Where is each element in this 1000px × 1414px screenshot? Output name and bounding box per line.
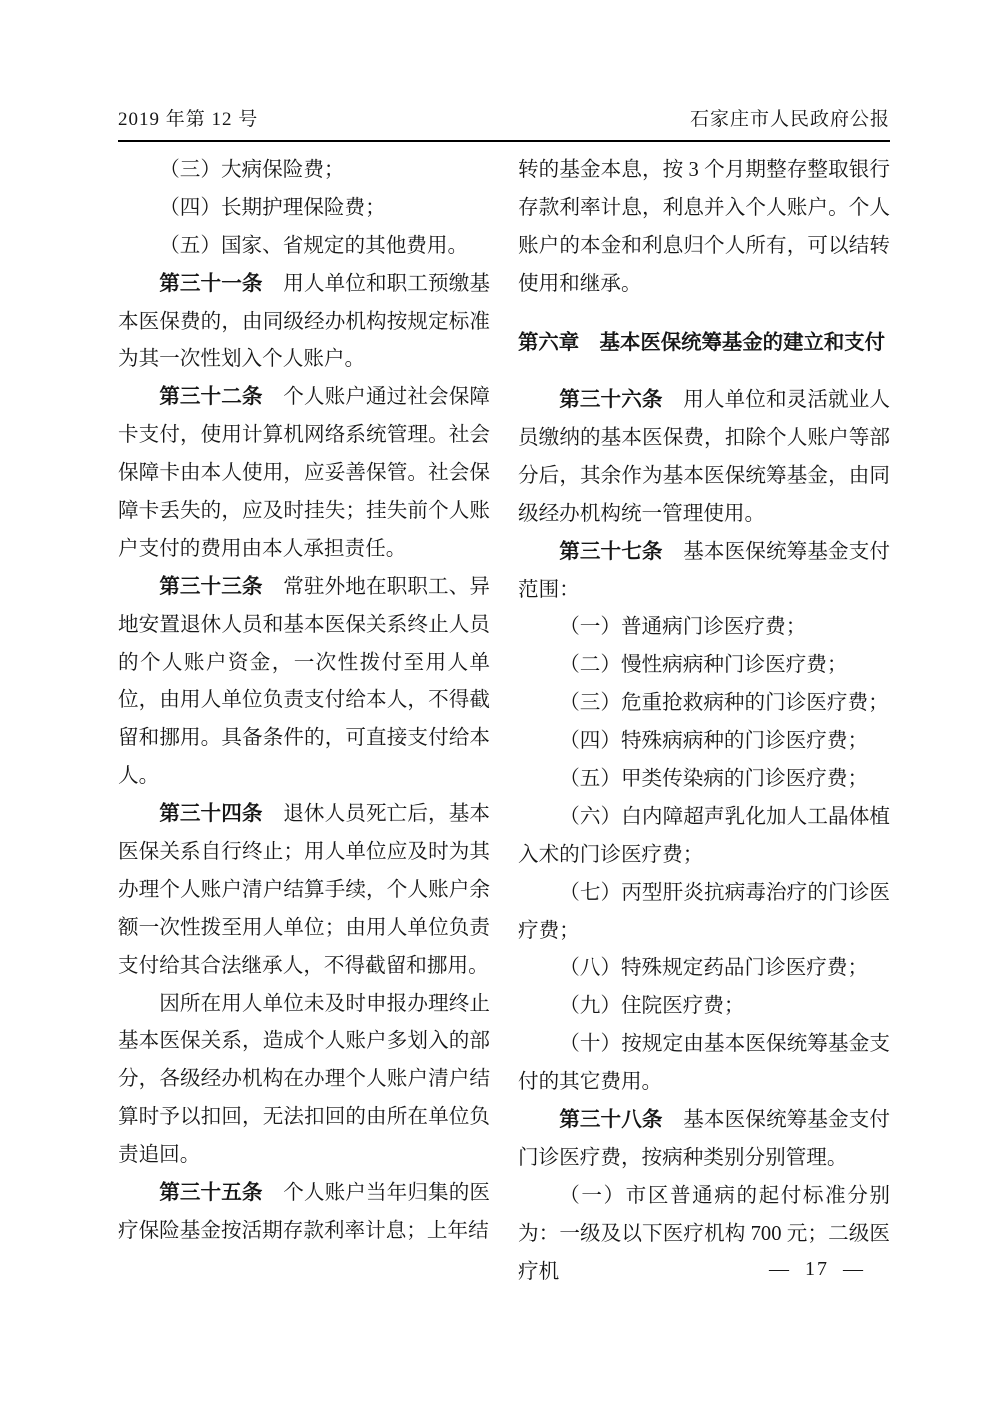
paragraph-text: （十）按规定由基本医保统筹基金支付的其它费用。: [518, 1033, 890, 1094]
article-number: 第三十三条: [159, 575, 263, 598]
paragraph-text: （九）住院医疗费；: [559, 995, 745, 1018]
paragraph-text: （八）特殊规定药品门诊医疗费；: [559, 957, 869, 980]
paragraph-text: （五）甲类传染病的门诊医疗费；: [559, 768, 869, 791]
paragraph-text: 第六章 基本医保统筹基金的建立和支付: [518, 331, 886, 354]
paragraph-text: 用人单位和灵活就业人员缴纳的基本医保费，扣除个人账户等部分后，其余作为基本医保统筹基金，由同级经办机构统一管理使用。: [518, 389, 890, 525]
paragraph-text: （七）丙型肝炎抗病毒治疗的门诊医疗费；: [518, 881, 890, 942]
list-item: [518, 761, 890, 799]
list-item: [118, 152, 490, 190]
article-number: 第三十四条: [159, 803, 263, 826]
paragraph-text: （一）市区普通病的起付标准分别为：一级及以下医疗机构 700 元；二级医疗机: [518, 1184, 890, 1283]
article-number: 第三十七条: [559, 540, 663, 563]
left-column: [118, 152, 490, 1291]
paragraph-text: 用人单位和职工预缴基本医保费的，由同级经办机构按规定标准为其一次性划入个人账户。: [118, 272, 490, 371]
list-item: [518, 988, 890, 1026]
article-paragraph: [118, 266, 490, 380]
paragraph-text: 个人账户通过社会保障卡支付，使用计算机网络系统管理。社会保障卡由本人使用，应妥善保管。社会保障卡丢失的，应及时挂失；挂失前个人账户支付的费用由本人承担责任。: [118, 386, 490, 560]
paragraph-text: 常驻外地在职职工、异地安置退休人员和基本医保关系终止人员的个人账户资金，一次性拨付至用人单位，由用人单位负责支付给本人，不得截留和挪用。具备条件的，可直接支付给本人。: [118, 575, 490, 788]
paragraph-text: 转的基金本息，按 3 个月期整存整取银行存款利率计息，利息并入个人账户。个人账户的本金和利息归个人所有，可以结转使用和继承。: [518, 159, 890, 295]
article-number: 第三十六条: [559, 389, 663, 412]
article-number: 第三十五条: [159, 1182, 263, 1205]
paragraph-text: 基本医保统筹基金支付范围：: [518, 540, 890, 601]
list-item: [518, 609, 890, 647]
paragraph-text: （四）长期护理保险费；: [159, 196, 386, 219]
list-item: [518, 685, 890, 723]
article-paragraph: [518, 1102, 890, 1178]
page-number: — 17 —: [769, 1258, 865, 1280]
paragraph-text: 个人账户当年归集的医疗保险基金按活期存款利率计息；上年结: [118, 1182, 490, 1242]
paragraph-text: （二）慢性病病种门诊医疗费；: [559, 654, 848, 677]
article-number: 第三十一条: [159, 272, 263, 295]
body-paragraph: [118, 986, 490, 1175]
list-item: [518, 1026, 890, 1102]
article-paragraph: [518, 382, 890, 534]
header-gazette-title: 石家庄市人民政府公报: [689, 109, 890, 130]
article-paragraph: [118, 379, 490, 568]
list-item: [518, 647, 890, 685]
paragraph-text: 基本医保统筹基金支付门诊医疗费，按病种类别分别管理。: [518, 1109, 890, 1169]
continuation-paragraph: [518, 152, 890, 304]
article-paragraph: [118, 1175, 490, 1251]
right-column: [518, 152, 890, 1291]
header-issue-label: 2019 年第 12 号: [118, 109, 259, 130]
article-number: 第三十八条: [559, 1109, 663, 1132]
paragraph-text: 退休人员死亡后，基本医保关系自行终止；用人单位应及时为其办理个人账户清户结算手续，个人账户余额一次性拨至用人单位；由用人单位负责支付给其合法继承人，不得截留和挪用。: [118, 803, 490, 977]
paragraph-text: （四）特殊病病种的门诊医疗费；: [559, 730, 869, 753]
list-item: [518, 875, 890, 951]
article-paragraph: [118, 569, 490, 796]
paragraph-text: （三）危重抢救病种的门诊医疗费；: [559, 692, 889, 715]
list-item: [518, 799, 890, 875]
paragraph-text: （六）白内障超声乳化加人工晶体植入术的门诊医疗费；: [518, 805, 890, 866]
paragraph-text: （三）大病保险费；: [159, 159, 345, 181]
two-column-body: [118, 152, 890, 1291]
list-item: [118, 190, 490, 228]
paragraph-text: （一）普通病门诊医疗费；: [559, 616, 807, 639]
chapter-heading: [518, 325, 890, 363]
article-paragraph: [118, 796, 490, 985]
article-paragraph: [518, 534, 890, 610]
list-item: [518, 723, 890, 761]
list-item: [118, 228, 490, 266]
article-number: 第三十二条: [159, 386, 263, 409]
page-header: [118, 104, 890, 142]
paragraph-text: 因所在用人单位未及时申报办理终止基本医保关系，造成个人账户多划入的部分，各级经办机构在办理个人账户清户结算时予以扣回，无法扣回的由所在单位负责追回。: [118, 992, 490, 1167]
list-item: [518, 950, 890, 988]
paragraph-text: （五）国家、省规定的其他费用。: [159, 234, 469, 257]
